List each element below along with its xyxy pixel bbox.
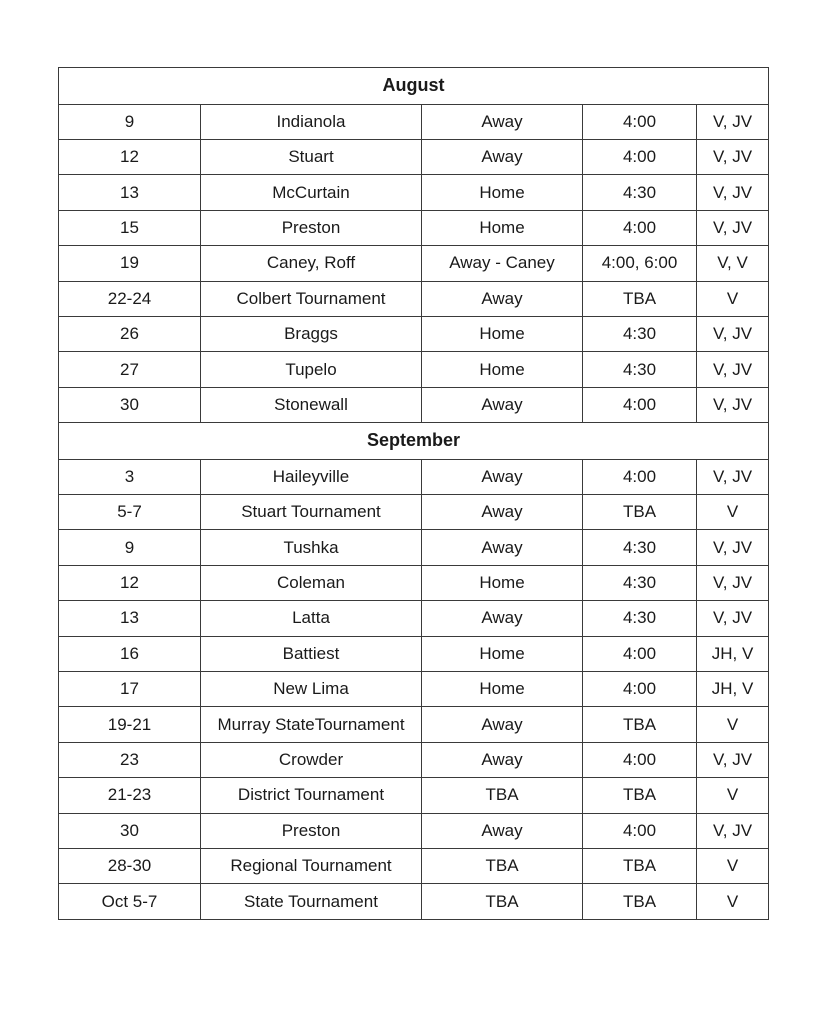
- game-teams: V: [697, 884, 769, 919]
- game-time: 4:00: [583, 139, 697, 174]
- game-teams: V, JV: [697, 565, 769, 600]
- month-header-row: [59, 68, 769, 105]
- game-location: Away: [422, 495, 583, 530]
- game-teams: V, JV: [697, 352, 769, 387]
- game-teams: JH, V: [697, 636, 769, 671]
- table-row: [59, 672, 769, 707]
- game-location: Home: [422, 352, 583, 387]
- game-teams: V: [697, 849, 769, 884]
- game-date: 21-23: [59, 778, 201, 813]
- game-opponent: Latta: [201, 601, 422, 636]
- game-opponent: Tupelo: [201, 352, 422, 387]
- game-teams: V, JV: [697, 175, 769, 210]
- game-date: 30: [59, 813, 201, 848]
- game-date: 27: [59, 352, 201, 387]
- game-teams: V, JV: [697, 813, 769, 848]
- game-time: 4:30: [583, 316, 697, 351]
- table-row: [59, 565, 769, 600]
- game-time: 4:30: [583, 352, 697, 387]
- game-time: 4:00: [583, 813, 697, 848]
- table-row: [59, 210, 769, 245]
- game-opponent: Regional Tournament: [201, 849, 422, 884]
- game-opponent: Battiest: [201, 636, 422, 671]
- table-row: [59, 530, 769, 565]
- game-time: 4:00: [583, 104, 697, 139]
- game-teams: V, JV: [697, 742, 769, 777]
- game-opponent: Stonewall: [201, 387, 422, 422]
- game-opponent: Stuart Tournament: [201, 495, 422, 530]
- game-time: 4:00: [583, 636, 697, 671]
- game-opponent: Tushka: [201, 530, 422, 565]
- game-opponent: Indianola: [201, 104, 422, 139]
- game-teams: V, JV: [697, 139, 769, 174]
- game-opponent: District Tournament: [201, 778, 422, 813]
- game-location: Home: [422, 565, 583, 600]
- game-location: Home: [422, 175, 583, 210]
- game-opponent: Crowder: [201, 742, 422, 777]
- game-opponent: Caney, Roff: [201, 246, 422, 281]
- game-location: TBA: [422, 884, 583, 919]
- game-time: 4:00: [583, 210, 697, 245]
- game-time: TBA: [583, 495, 697, 530]
- game-location: Away - Caney: [422, 246, 583, 281]
- table-row: [59, 742, 769, 777]
- game-date: 3: [59, 459, 201, 494]
- game-teams: V, JV: [697, 210, 769, 245]
- game-opponent: McCurtain: [201, 175, 422, 210]
- game-opponent: Stuart: [201, 139, 422, 174]
- game-opponent: New Lima: [201, 672, 422, 707]
- game-location: TBA: [422, 849, 583, 884]
- game-time: TBA: [583, 281, 697, 316]
- game-location: Home: [422, 316, 583, 351]
- game-date: 16: [59, 636, 201, 671]
- game-opponent: Murray StateTournament: [201, 707, 422, 742]
- game-date: 23: [59, 742, 201, 777]
- table-row: [59, 387, 769, 422]
- game-date: 9: [59, 530, 201, 565]
- table-row: [59, 316, 769, 351]
- game-time: 4:00: [583, 672, 697, 707]
- game-teams: V, JV: [697, 316, 769, 351]
- game-time: TBA: [583, 707, 697, 742]
- game-time: 4:00: [583, 387, 697, 422]
- schedule-table: [58, 67, 769, 920]
- game-location: Home: [422, 210, 583, 245]
- game-date: 30: [59, 387, 201, 422]
- game-location: Away: [422, 139, 583, 174]
- game-time: 4:00, 6:00: [583, 246, 697, 281]
- game-teams: JH, V: [697, 672, 769, 707]
- game-time: 4:30: [583, 565, 697, 600]
- game-opponent: Colbert Tournament: [201, 281, 422, 316]
- game-teams: V, JV: [697, 459, 769, 494]
- game-time: 4:00: [583, 742, 697, 777]
- game-location: Away: [422, 104, 583, 139]
- month-header: September: [59, 423, 769, 460]
- game-date: 28-30: [59, 849, 201, 884]
- game-date: 9: [59, 104, 201, 139]
- month-header-row: [59, 423, 769, 460]
- table-row: [59, 139, 769, 174]
- table-row: [59, 849, 769, 884]
- game-date: 13: [59, 175, 201, 210]
- month-header: August: [59, 68, 769, 105]
- game-teams: V: [697, 495, 769, 530]
- schedule-body: [59, 68, 769, 920]
- game-location: Home: [422, 672, 583, 707]
- game-location: Away: [422, 707, 583, 742]
- game-time: 4:30: [583, 530, 697, 565]
- game-opponent: Coleman: [201, 565, 422, 600]
- game-location: Away: [422, 387, 583, 422]
- game-location: Away: [422, 601, 583, 636]
- table-row: [59, 884, 769, 919]
- game-date: Oct 5-7: [59, 884, 201, 919]
- game-teams: V, JV: [697, 387, 769, 422]
- table-row: [59, 175, 769, 210]
- game-date: 19: [59, 246, 201, 281]
- game-opponent: Preston: [201, 813, 422, 848]
- game-date: 19-21: [59, 707, 201, 742]
- game-teams: V: [697, 281, 769, 316]
- game-location: Away: [422, 459, 583, 494]
- game-teams: V, V: [697, 246, 769, 281]
- game-location: Away: [422, 281, 583, 316]
- game-time: 4:00: [583, 459, 697, 494]
- table-row: [59, 246, 769, 281]
- game-teams: V, JV: [697, 530, 769, 565]
- table-row: [59, 104, 769, 139]
- game-teams: V: [697, 707, 769, 742]
- game-time: 4:30: [583, 175, 697, 210]
- table-row: [59, 813, 769, 848]
- game-date: 12: [59, 565, 201, 600]
- table-row: [59, 352, 769, 387]
- game-time: 4:30: [583, 601, 697, 636]
- game-location: TBA: [422, 778, 583, 813]
- table-row: [59, 601, 769, 636]
- game-time: TBA: [583, 778, 697, 813]
- game-location: Away: [422, 813, 583, 848]
- table-row: [59, 707, 769, 742]
- table-row: [59, 778, 769, 813]
- game-location: Away: [422, 530, 583, 565]
- game-location: Home: [422, 636, 583, 671]
- game-date: 12: [59, 139, 201, 174]
- table-row: [59, 636, 769, 671]
- game-date: 26: [59, 316, 201, 351]
- game-date: 15: [59, 210, 201, 245]
- game-opponent: Preston: [201, 210, 422, 245]
- game-opponent: Braggs: [201, 316, 422, 351]
- game-date: 13: [59, 601, 201, 636]
- game-date: 5-7: [59, 495, 201, 530]
- game-teams: V: [697, 778, 769, 813]
- table-row: [59, 281, 769, 316]
- game-date: 22-24: [59, 281, 201, 316]
- game-time: TBA: [583, 849, 697, 884]
- game-opponent: State Tournament: [201, 884, 422, 919]
- game-teams: V, JV: [697, 601, 769, 636]
- game-teams: V, JV: [697, 104, 769, 139]
- table-row: [59, 459, 769, 494]
- game-time: TBA: [583, 884, 697, 919]
- game-location: Away: [422, 742, 583, 777]
- game-date: 17: [59, 672, 201, 707]
- game-opponent: Haileyville: [201, 459, 422, 494]
- table-row: [59, 495, 769, 530]
